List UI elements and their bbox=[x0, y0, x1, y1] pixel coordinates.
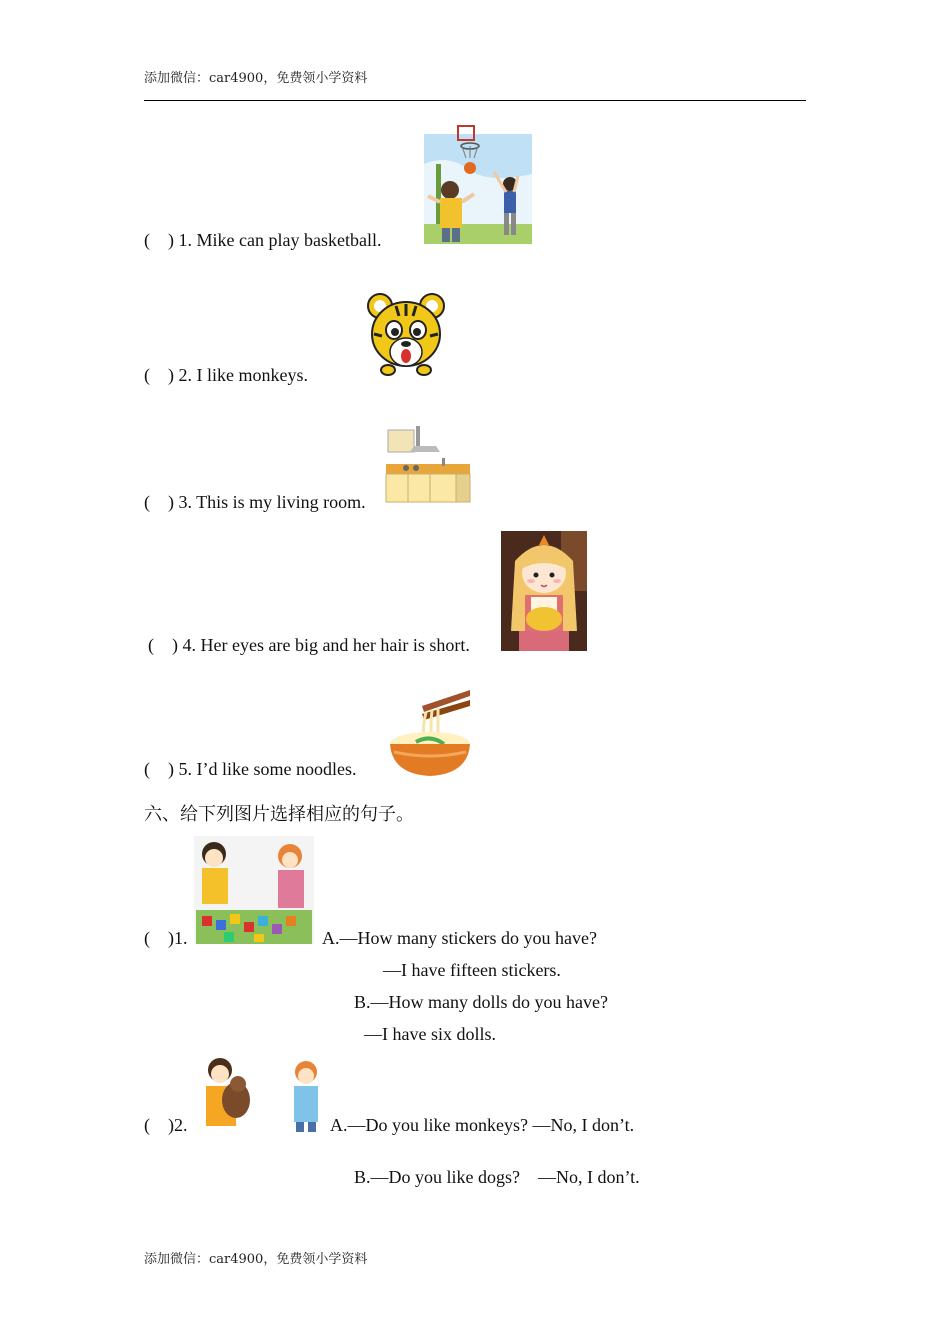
stickers-kids-icon bbox=[194, 836, 314, 944]
answer-bracket[interactable]: ( ) bbox=[144, 365, 174, 385]
section-title: 六、给下列图片选择相应的句子。 bbox=[144, 804, 414, 825]
question-text: 3. This is my living room. bbox=[178, 492, 366, 512]
girl-long-hair-icon bbox=[501, 531, 587, 651]
answer-bracket[interactable]: ( ) bbox=[148, 635, 178, 655]
page-footer: 添加微信：car4900，免费领小学资料 bbox=[144, 1252, 368, 1267]
tiger-head-icon bbox=[366, 290, 446, 378]
question-1 bbox=[144, 230, 381, 251]
q2-number[interactable]: ( )2. bbox=[144, 1115, 188, 1135]
basketball-players-icon bbox=[418, 124, 534, 246]
question-text: 5. I’d like some noodles. bbox=[178, 759, 357, 779]
q1-option-b-question: B.—How many dolls do you have? bbox=[354, 992, 608, 1012]
answer-bracket[interactable]: ( ) bbox=[144, 492, 174, 512]
noodle-bowl-icon bbox=[386, 688, 472, 778]
q1-option-b-answer: —I have six dolls. bbox=[364, 1024, 496, 1044]
answer-bracket[interactable]: ( ) bbox=[144, 230, 174, 250]
question-2 bbox=[144, 365, 308, 386]
question-4 bbox=[148, 635, 470, 656]
page-header: 添加微信：car4900，免费领小学资料 bbox=[144, 71, 368, 86]
q1-option-a-question: A.—How many stickers do you have? bbox=[322, 928, 597, 948]
question-text: 1. Mike can play basketball. bbox=[178, 230, 382, 250]
answer-bracket[interactable]: ( ) bbox=[144, 759, 174, 779]
boys-dog-icon bbox=[196, 1054, 328, 1134]
header-rule bbox=[144, 100, 806, 101]
q2-option-a: A.—Do you like monkeys? —No, I don’t. bbox=[330, 1115, 635, 1135]
question-text: 2. I like monkeys. bbox=[178, 365, 308, 385]
q2-option-b: B.—Do you like dogs? —No, I don’t. bbox=[354, 1167, 640, 1187]
question-3 bbox=[144, 492, 366, 513]
q1-option-a-answer: —I have fifteen stickers. bbox=[383, 960, 561, 980]
question-5 bbox=[144, 759, 356, 780]
kitchen-icon bbox=[384, 424, 472, 506]
question-text: 4. Her eyes are big and her hair is short. bbox=[182, 635, 470, 655]
q1-number[interactable]: ( )1. bbox=[144, 928, 188, 948]
